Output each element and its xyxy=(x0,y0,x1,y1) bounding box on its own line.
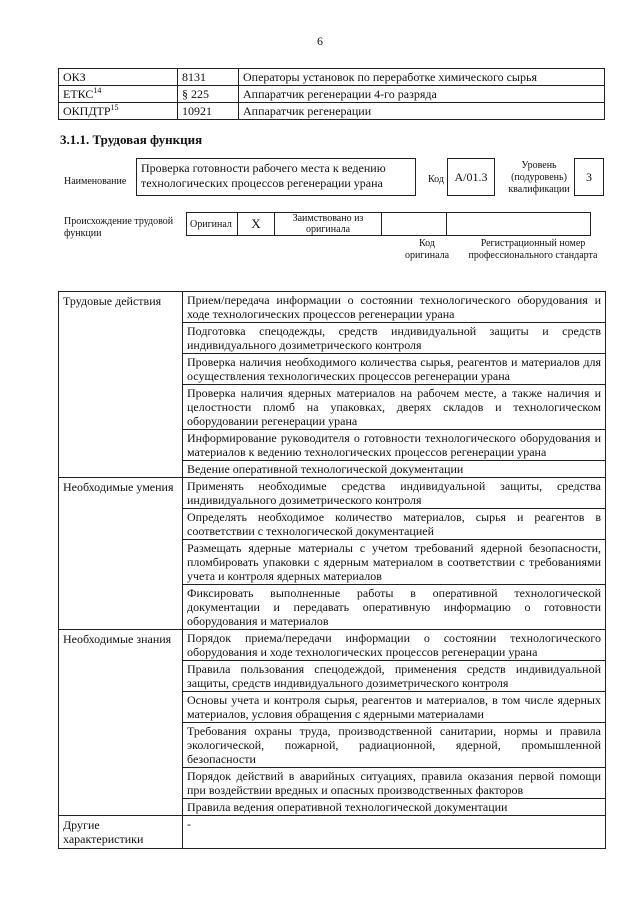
origin-label: Происхождение трудовой функции xyxy=(64,216,174,239)
classification-name: ЕТКС$^{14}$ xyxy=(59,86,178,103)
requirement-item: Основы учета и контроля сырья, реагентов и материалов, в том числе ядерных материалов, условия обращения с ядерными материалами xyxy=(183,692,606,723)
requirement-item: Размещать ядерные материалы с учетом требований ядерной безопасности, пломбировать упаковки с ядерным материалом в соответствии с требованиями учета и контроля ядерных материалов xyxy=(183,540,606,585)
function-details-table xyxy=(58,291,606,849)
requirement-item: Порядок действий в аварийных ситуациях, правила оказания первой помощи при воздействии вредных и опасных производственных факторов xyxy=(183,768,606,799)
classification-code: 8131 xyxy=(178,69,239,86)
classification-name: ОКЗ xyxy=(59,69,178,86)
classification-row xyxy=(59,69,605,86)
classification-row xyxy=(59,86,605,103)
reg-number-cell xyxy=(447,213,591,236)
origin-table xyxy=(186,212,591,236)
original-mark: X xyxy=(238,213,275,236)
requirement-item: Информирование руководителя о готовности технологического оборудования и материалов к ведению технологических процессов регенерации урана xyxy=(183,430,606,461)
requirement-item: Проверка наличия необходимого количества сырья, реагентов и материалов для осуществления технологических процессов регенерации урана xyxy=(183,354,606,385)
classification-description: Аппаратчик регенерации xyxy=(239,103,605,120)
category-label: Трудовые действия xyxy=(59,292,183,478)
requirement-item: Требования охраны труда, производственной санитарии, нормы и правила экологической, пожарной, радиационной, ядерной, промышленной безопасности xyxy=(183,723,606,768)
requirement-item: Фиксировать выполненные работы в оперативной технологической документации и передавать оперативную информацию о готовности оборудования и материалов xyxy=(183,585,606,630)
table-row xyxy=(59,816,606,849)
requirement-item: Порядок приема/передачи информации о состоянии технологического оборудования и ходе технологических процессов регенерации урана xyxy=(183,630,606,661)
level-label: Уровень (подуровень) квалификации xyxy=(508,160,570,195)
requirement-item: Правила пользования спецодеждой, применения средств индивидуальной защиты, средств индивидуального дозиметрического контроля xyxy=(183,661,606,692)
function-code-value: A/01.3 xyxy=(447,158,495,196)
classification-code: § 225 xyxy=(178,86,239,103)
requirement-item: Определять необходимое количество материалов, сырья и реагентов в соответствии с технологической документацией xyxy=(183,509,606,540)
level-value: 3 xyxy=(574,158,604,196)
function-name-value: Проверка готовности рабочего места к ведению технологических процессов регенерации урана xyxy=(136,158,416,196)
classification-table xyxy=(58,68,605,120)
classification-name: ОКПДТР$^{15}$ xyxy=(59,103,178,120)
reg-number-caption: Регистрационный номер профессионального стандарта xyxy=(468,238,598,261)
code-label: Код xyxy=(428,174,444,185)
category-label: Необходимые знания xyxy=(59,630,183,816)
requirement-item: - xyxy=(183,816,606,849)
classification-code: 10921 xyxy=(178,103,239,120)
name-label: Наименование xyxy=(64,176,127,187)
table-row xyxy=(59,292,606,323)
requirement-item: Правила ведения оперативной технологической документации xyxy=(183,799,606,816)
table-row xyxy=(59,478,606,509)
original-label: Оригинал xyxy=(187,213,238,236)
original-code-cell xyxy=(382,213,447,236)
requirement-item: Подготовка спецодежды, средств индивидуальной защиты и средств индивидуального дозиметрического контроля xyxy=(183,323,606,354)
category-label: Другие характеристики xyxy=(59,816,183,849)
category-label: Необходимые умения xyxy=(59,478,183,630)
requirement-item: Применять необходимые средства индивидуальной защиты, средства индивидуального дозиметрического контроля xyxy=(183,478,606,509)
code-original-caption: Код оригинала xyxy=(404,238,450,261)
page-number: 6 xyxy=(317,34,323,48)
section-title: 3.1.1. Трудовая функция xyxy=(60,132,203,147)
requirement-item: Ведение оперативной технологической документации xyxy=(183,461,606,478)
requirement-item: Прием/передача информации о состоянии технологического оборудования и ходе технологических процессов регенерации урана xyxy=(183,292,606,323)
classification-description: Операторы установок по переработке химического сырья xyxy=(239,69,605,86)
classification-row xyxy=(59,103,605,120)
table-row xyxy=(59,630,606,661)
requirement-item: Проверка наличия ядерных материалов на рабочем месте, а также наличия и целостности пломб на упаковках, дверях складов и технологическом оборудовании регенерации урана xyxy=(183,385,606,430)
classification-description: Аппаратчик регенерации 4-го разряда xyxy=(239,86,605,103)
borrowed-label: Заимствовано из оригинала xyxy=(275,213,382,236)
